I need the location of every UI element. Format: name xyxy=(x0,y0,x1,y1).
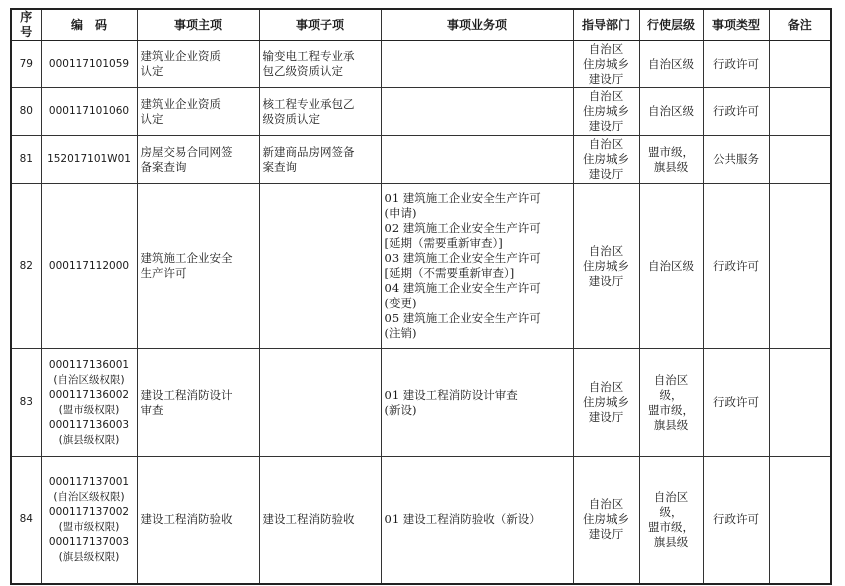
row-department-line: 自治区 xyxy=(588,137,624,151)
row-level xyxy=(639,349,703,457)
row-level-line: 自治区级 xyxy=(648,56,694,71)
row-main-item-line: 建筑业企业资质 xyxy=(140,49,221,63)
row-department xyxy=(573,88,639,136)
row-department-line: 建设厅 xyxy=(588,71,624,86)
row-sub-item-line: 输变电工程专业承 xyxy=(262,49,355,63)
col-header-sub: 事项子项 xyxy=(259,9,381,41)
row-department xyxy=(573,41,639,88)
table-row xyxy=(11,41,831,88)
row-number: 82 xyxy=(11,184,41,349)
row-level-line: 旗县级 xyxy=(653,534,689,549)
row-department-line: 住房城乡 xyxy=(583,512,629,527)
row-type: 行政许可 xyxy=(703,349,769,457)
row-main-item-line: 审查 xyxy=(140,402,164,417)
row-department-line: 建设厅 xyxy=(588,410,624,424)
row-code-line: 000117137002 xyxy=(48,505,130,518)
row-number: 79 xyxy=(11,41,41,88)
row-code-line: 000117112000 xyxy=(48,259,130,272)
row-code-line: 000117137003 xyxy=(48,535,130,548)
row-department-line: 建设厅 xyxy=(588,119,624,133)
table-row xyxy=(11,136,831,184)
row-code-line: 000117101059 xyxy=(48,57,130,70)
row-department-line: 住房城乡 xyxy=(583,104,629,118)
table-row xyxy=(11,457,831,584)
row-code xyxy=(41,349,137,457)
row-main-item-line: 建筑业企业资质 xyxy=(140,96,221,111)
row-code-line: (盟市级权限) xyxy=(58,403,120,416)
row-level-line: 自治区级 xyxy=(648,258,694,273)
row-main-item xyxy=(137,184,259,349)
row-department-line: 建设厅 xyxy=(588,167,624,181)
table-row xyxy=(11,184,831,349)
document-page xyxy=(10,8,832,585)
row-main-item-line: 备案查询 xyxy=(140,159,187,174)
matters-table xyxy=(10,8,832,585)
row-main-item xyxy=(137,349,259,457)
col-header-level: 行使层级 xyxy=(639,9,703,41)
row-sub-item-line: 级资质认定 xyxy=(262,111,320,126)
row-type: 行政许可 xyxy=(703,184,769,349)
row-business-item xyxy=(381,457,573,584)
row-main-item-line: 房屋交易合同网签 xyxy=(140,144,233,159)
row-level-line: 盟市级， xyxy=(648,402,694,417)
row-code-line: 000117136002 xyxy=(48,388,130,401)
row-department-line: 住房城乡 xyxy=(583,258,629,273)
table-body xyxy=(11,41,831,584)
col-header-code: 编 码 xyxy=(41,9,137,41)
row-level-line: 自治区级， xyxy=(653,489,689,519)
row-sub-item-line: 核工程专业承包乙 xyxy=(262,96,355,111)
row-sub-item xyxy=(259,41,381,88)
row-level-line: 旗县级 xyxy=(653,159,689,174)
row-code-line: 152017101W01 xyxy=(47,153,131,165)
row-code-line: 000117136001 xyxy=(48,358,130,371)
row-sub-item-line: 包乙级资质认定 xyxy=(262,64,343,78)
row-department-line: 建设厅 xyxy=(588,273,624,288)
row-business-item-line: 01 建筑施工企业安全生产许可 xyxy=(384,191,541,205)
row-sub-item-line: 建设工程消防验收 xyxy=(262,512,355,527)
row-level xyxy=(639,457,703,584)
row-level xyxy=(639,41,703,88)
row-type: 行政许可 xyxy=(703,457,769,584)
row-sub-item xyxy=(259,457,381,584)
row-type: 行政许可 xyxy=(703,41,769,88)
row-code xyxy=(41,457,137,584)
row-business-item xyxy=(381,184,573,349)
row-main-item-line: 认定 xyxy=(140,111,164,126)
row-level-line: 自治区级， xyxy=(653,372,689,402)
row-main-item-line: 建筑施工企业安全 xyxy=(140,251,233,265)
row-department-line: 自治区 xyxy=(588,497,624,512)
row-department-line: 自治区 xyxy=(588,380,624,394)
row-business-item-line: 05 建筑施工企业安全生产许可 xyxy=(384,311,541,325)
table-row xyxy=(11,88,831,136)
row-main-item-line: 建设工程消防验收 xyxy=(140,512,233,527)
row-type: 公共服务 xyxy=(703,136,769,184)
row-code-line: (自治区级权限) xyxy=(53,490,125,503)
row-number: 84 xyxy=(11,457,41,584)
row-level-line: 自治区级 xyxy=(648,104,694,118)
row-main-item-line: 生产许可 xyxy=(140,266,187,280)
col-header-business: 事项业务项 xyxy=(381,9,573,41)
row-code-line: (旗县级权限) xyxy=(58,550,120,563)
row-main-item xyxy=(137,41,259,88)
row-department-line: 住房城乡 xyxy=(583,395,629,409)
row-level-line: 盟市级， xyxy=(648,144,694,159)
row-code xyxy=(41,88,137,136)
header-row xyxy=(11,9,831,41)
row-code-line: 000117101060 xyxy=(48,105,130,117)
row-remark xyxy=(769,457,831,584)
row-department xyxy=(573,457,639,584)
row-business-item xyxy=(381,349,573,457)
row-department-line: 自治区 xyxy=(588,89,624,103)
row-main-item xyxy=(137,457,259,584)
row-business-item-line: (注销) xyxy=(384,326,417,340)
row-type: 行政许可 xyxy=(703,88,769,136)
row-remark xyxy=(769,88,831,136)
col-header-dept: 指导部门 xyxy=(573,9,639,41)
row-business-item-line: 02 建筑施工企业安全生产许可 xyxy=(384,221,541,235)
row-department-line: 自治区 xyxy=(588,41,624,56)
row-business-item xyxy=(381,41,573,88)
row-sub-item xyxy=(259,349,381,457)
row-department-line: 建设厅 xyxy=(588,527,624,542)
row-business-item xyxy=(381,136,573,184)
row-code-line: (盟市级权限) xyxy=(58,520,120,533)
row-main-item xyxy=(137,88,259,136)
row-code-line: (自治区级权限) xyxy=(53,373,125,386)
row-department xyxy=(573,184,639,349)
row-business-item-line: (新设) xyxy=(384,402,417,417)
row-business-item-line: 01 建设工程消防设计审查 xyxy=(384,387,518,402)
row-main-item-line: 认定 xyxy=(140,64,164,78)
row-department xyxy=(573,349,639,457)
row-level xyxy=(639,136,703,184)
row-remark xyxy=(769,136,831,184)
row-code xyxy=(41,184,137,349)
row-main-item-line: 建设工程消防设计 xyxy=(140,387,233,402)
row-sub-item-line: 新建商品房网签备 xyxy=(262,144,355,159)
col-header-remark: 备注 xyxy=(769,9,831,41)
row-level xyxy=(639,184,703,349)
table-row xyxy=(11,349,831,457)
row-remark xyxy=(769,184,831,349)
row-number: 83 xyxy=(11,349,41,457)
row-code-line: (旗县级权限) xyxy=(58,433,120,446)
row-code-line: 000117137001 xyxy=(48,475,130,488)
row-sub-item xyxy=(259,88,381,136)
row-remark xyxy=(769,41,831,88)
row-business-item-line: [延期（不需要重新审查）] xyxy=(384,266,515,280)
row-business-item-line: [延期（需要重新审查）] xyxy=(384,236,503,250)
row-department-line: 住房城乡 xyxy=(583,152,629,166)
row-remark xyxy=(769,349,831,457)
row-code xyxy=(41,136,137,184)
row-business-item-line: 01 建设工程消防验收（新设） xyxy=(384,512,541,527)
row-business-item-line: (申请) xyxy=(384,206,417,220)
row-sub-item xyxy=(259,136,381,184)
row-business-item xyxy=(381,88,573,136)
col-header-type: 事项类型 xyxy=(703,9,769,41)
row-sub-item xyxy=(259,184,381,349)
row-business-item-line: 03 建筑施工企业安全生产许可 xyxy=(384,251,541,265)
row-number: 80 xyxy=(11,88,41,136)
row-level-line: 旗县级 xyxy=(653,417,689,432)
row-number: 81 xyxy=(11,136,41,184)
row-business-item-line: (变更) xyxy=(384,296,417,310)
row-level xyxy=(639,88,703,136)
row-sub-item-line: 案查询 xyxy=(262,159,297,174)
row-business-item-line: 04 建筑施工企业安全生产许可 xyxy=(384,281,541,295)
row-code-line: 000117136003 xyxy=(48,418,130,431)
row-department xyxy=(573,136,639,184)
row-department-line: 住房城乡 xyxy=(583,56,629,71)
row-department-line: 自治区 xyxy=(588,243,624,258)
row-level-line: 盟市级， xyxy=(648,519,694,534)
col-header-main: 事项主项 xyxy=(137,9,259,41)
row-code xyxy=(41,41,137,88)
row-main-item xyxy=(137,136,259,184)
col-header-no: 序号 xyxy=(11,9,41,41)
